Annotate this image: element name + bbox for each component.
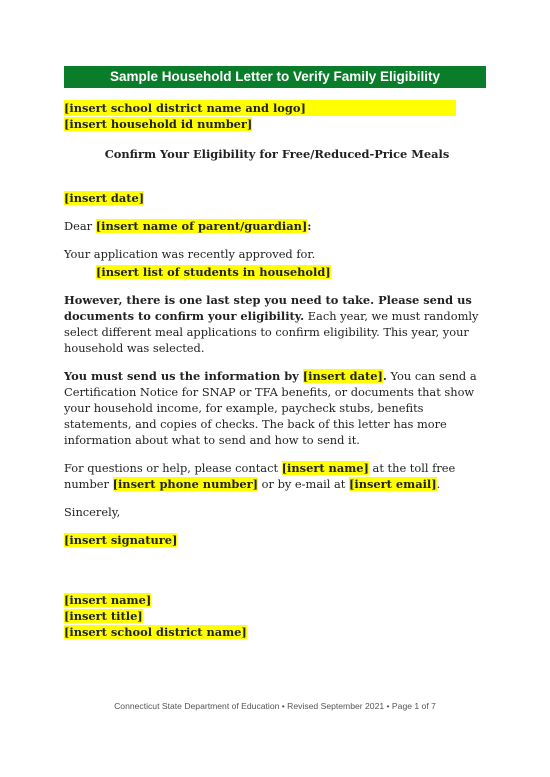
district-placeholder: [insert school district name and logo]: [64, 100, 456, 116]
household-id-placeholder: [insert household id number]: [64, 117, 253, 131]
last-step-paragraph: However, there is one last step you need to take. Please send us documents to confirm your eligibility. Each year, we must randomly select different meal applications to confirm eligibility. This year, your household was selected.: [64, 293, 479, 355]
phone-placeholder: [insert phone number]: [112, 477, 259, 491]
title-placeholder: [insert title]: [64, 609, 143, 623]
date-placeholder: [insert date]: [64, 191, 145, 205]
questions-paragraph: For questions or help, please contact [insert name] at the toll free number [insert phone number] or by e-mail at [insert email].: [64, 461, 456, 491]
deadline-date-placeholder: [insert date]: [302, 369, 383, 383]
signature-placeholder: [insert signature]: [64, 533, 178, 547]
closing: Sincerely,: [64, 505, 121, 519]
letter-body: [64, 100, 490, 640]
salutation: Dear [insert name of parent/guardian]:: [64, 219, 312, 233]
deadline-paragraph: You must send us the information by [insert date]. You can send a Certification Notice for SNAP or TFA benefits, or documents that show your household income, for example, paycheck stubs, benefits statements, and copies of checks. The back of this letter has more information about what to send and how to send it.: [64, 369, 477, 447]
letter-heading: Confirm Your Eligibility for Free/Reduced-Price Meals: [104, 147, 450, 161]
banner-title: Sample Household Letter to Verify Family Eligibility: [64, 66, 486, 88]
students-placeholder: [insert list of students in household]: [96, 265, 331, 279]
district-name-placeholder: [insert school district name]: [64, 625, 247, 639]
contact-name-placeholder: [insert name]: [281, 461, 369, 475]
guardian-placeholder: [insert name of parent/guardian]: [95, 219, 308, 233]
email-placeholder: [insert email]: [349, 477, 437, 491]
name-placeholder: [insert name]: [64, 593, 152, 607]
page-footer: Connecticut State Department of Education • Revised September 2021 • Page 1 of 7: [114, 701, 436, 711]
approved-text: Your application was recently approved for.: [64, 247, 316, 261]
